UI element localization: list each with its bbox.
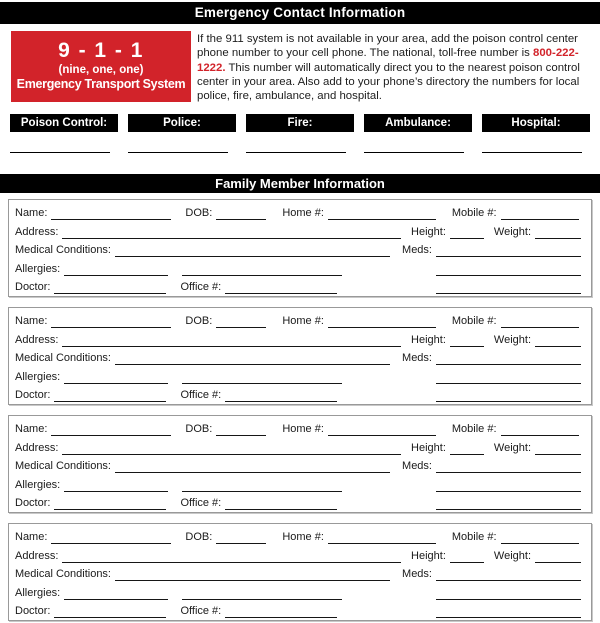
meds-blank-line xyxy=(436,353,581,365)
home-phone-blank-line xyxy=(328,424,436,436)
intro-text-before: If the 911 system is not available in your area, add the poison control center phone number to your cell phone. The national, toll-free number is xyxy=(197,33,578,60)
911-emergency-box xyxy=(11,31,191,102)
weight-blank-line xyxy=(535,551,581,563)
family-member-block xyxy=(8,307,592,405)
address-blank-line xyxy=(62,335,401,347)
height-blank-line xyxy=(450,227,484,239)
contact-label: Police: xyxy=(163,117,201,130)
contact-column xyxy=(128,114,236,153)
contact-label-bar xyxy=(128,114,236,132)
member-row-address xyxy=(15,546,581,565)
dob-blank-line xyxy=(216,424,266,436)
field-label-name: Name: xyxy=(15,423,48,436)
911-phonetic: (nine, one, one) xyxy=(58,64,144,76)
field-label-address: Address: xyxy=(15,441,59,454)
mobile-phone-blank-line xyxy=(501,424,579,436)
top-section xyxy=(0,31,600,103)
name-blank-line xyxy=(51,532,171,544)
field-label-doctor: Doctor: xyxy=(15,281,51,294)
contact-label-bar xyxy=(246,114,354,132)
dob-blank-line xyxy=(216,208,266,220)
poison-control-phone-number: 800-222-1222. xyxy=(197,47,579,74)
contact-label-bar xyxy=(482,114,590,132)
member-row-name xyxy=(15,311,581,330)
meds-blank-line-3 xyxy=(436,606,581,618)
field-label-dob: DOB: xyxy=(185,531,213,544)
field-label-allergies: Allergies: xyxy=(15,586,61,599)
dob-blank-line xyxy=(216,532,266,544)
911-number: 9 - 1 - 1 xyxy=(58,39,144,62)
allergies-blank-line-2 xyxy=(182,264,342,276)
field-label-address: Address: xyxy=(15,549,59,562)
name-blank-line xyxy=(51,208,171,220)
field-label-medical-conditions: Medical Conditions: xyxy=(15,460,111,473)
field-label-meds: Meds: xyxy=(402,352,432,365)
member-row-medical xyxy=(15,241,581,260)
family-section-header xyxy=(0,174,600,193)
member-row-name xyxy=(15,203,581,222)
field-label-address: Address: xyxy=(15,225,59,238)
page-title-text: Emergency Contact Information xyxy=(194,5,406,20)
field-label-allergies: Allergies: xyxy=(15,262,61,275)
member-row-allergies xyxy=(15,259,581,278)
height-blank-line xyxy=(450,443,484,455)
contact-label: Ambulance: xyxy=(385,117,451,130)
contact-blank-line xyxy=(10,152,110,153)
emergency-contacts-row xyxy=(0,114,600,153)
office-phone-blank-line xyxy=(225,282,337,294)
family-member-block xyxy=(8,523,592,621)
field-label-weight: Weight: xyxy=(493,225,531,238)
weight-blank-line xyxy=(535,443,581,455)
page-title xyxy=(0,2,600,24)
field-label-home-phone: Home #: xyxy=(282,531,324,544)
contact-label: Poison Control: xyxy=(20,117,108,130)
home-phone-blank-line xyxy=(328,532,436,544)
member-row-medical xyxy=(15,349,581,368)
allergies-blank-line-2 xyxy=(182,480,342,492)
allergies-blank-line-2 xyxy=(182,372,342,384)
meds-blank-line-3 xyxy=(436,390,581,402)
field-label-home-phone: Home #: xyxy=(282,207,324,220)
member-row-allergies xyxy=(15,475,581,494)
office-phone-blank-line xyxy=(225,390,337,402)
meds-blank-line-2 xyxy=(436,588,581,600)
field-label-home-phone: Home #: xyxy=(282,423,324,436)
mobile-phone-blank-line xyxy=(501,316,579,328)
contact-column xyxy=(246,114,354,153)
allergies-blank-line xyxy=(64,372,168,384)
member-row-address xyxy=(15,438,581,457)
911-system-label: Emergency Transport System xyxy=(16,77,186,91)
field-label-office-phone: Office #: xyxy=(180,497,222,510)
contact-blank-line xyxy=(128,152,228,153)
family-members-list xyxy=(0,199,600,621)
meds-blank-line xyxy=(436,245,581,257)
dob-blank-line xyxy=(216,316,266,328)
allergies-blank-line xyxy=(64,264,168,276)
field-label-doctor: Doctor: xyxy=(15,605,51,618)
field-label-doctor: Doctor: xyxy=(15,389,51,402)
intro-text-after: This number will automatically direct you to the nearest poison control center in your area. Also add to your phone’s directory the numbers for local police, fire, ambulance, and hospital. xyxy=(197,61,580,103)
meds-blank-line-3 xyxy=(436,282,581,294)
field-label-height: Height: xyxy=(411,333,446,346)
meds-blank-line-2 xyxy=(436,480,581,492)
height-blank-line xyxy=(450,551,484,563)
poison-control-paragraph xyxy=(197,31,590,103)
allergies-blank-line-2 xyxy=(182,588,342,600)
contact-blank-line xyxy=(364,152,464,153)
doctor-blank-line xyxy=(54,390,166,402)
doctor-blank-line xyxy=(54,498,166,510)
field-label-allergies: Allergies: xyxy=(15,478,61,491)
field-label-height: Height: xyxy=(411,441,446,454)
address-blank-line xyxy=(62,443,401,455)
home-phone-blank-line xyxy=(328,208,436,220)
member-row-name xyxy=(15,527,581,546)
medical-conditions-blank-line xyxy=(115,461,390,473)
member-row-address xyxy=(15,222,581,241)
member-row-allergies xyxy=(15,583,581,602)
contact-blank-line xyxy=(482,152,582,153)
home-phone-blank-line xyxy=(328,316,436,328)
doctor-blank-line xyxy=(54,282,166,294)
field-label-height: Height: xyxy=(411,549,446,562)
family-member-block xyxy=(8,199,592,297)
field-label-address: Address: xyxy=(15,333,59,346)
medical-conditions-blank-line xyxy=(115,569,390,581)
contact-blank-line xyxy=(246,152,346,153)
address-blank-line xyxy=(62,551,401,563)
field-label-medical-conditions: Medical Conditions: xyxy=(15,352,111,365)
field-label-office-phone: Office #: xyxy=(180,281,222,294)
contact-column xyxy=(10,114,118,153)
field-label-medical-conditions: Medical Conditions: xyxy=(15,568,111,581)
field-label-meds: Meds: xyxy=(402,460,432,473)
field-label-doctor: Doctor: xyxy=(15,497,51,510)
field-label-weight: Weight: xyxy=(493,333,531,346)
field-label-office-phone: Office #: xyxy=(180,389,222,402)
medical-conditions-blank-line xyxy=(115,245,390,257)
weight-blank-line xyxy=(535,335,581,347)
field-label-meds: Meds: xyxy=(402,244,432,257)
contact-column xyxy=(482,114,590,153)
field-label-allergies: Allergies: xyxy=(15,370,61,383)
height-blank-line xyxy=(450,335,484,347)
member-row-doctor xyxy=(15,278,581,297)
member-row-doctor xyxy=(15,494,581,513)
field-label-medical-conditions: Medical Conditions: xyxy=(15,244,111,257)
medical-conditions-blank-line xyxy=(115,353,390,365)
member-row-doctor xyxy=(15,386,581,405)
field-label-meds: Meds: xyxy=(402,568,432,581)
family-section-title: Family Member Information xyxy=(215,176,385,192)
member-row-allergies xyxy=(15,367,581,386)
mobile-phone-blank-line xyxy=(501,532,579,544)
field-label-office-phone: Office #: xyxy=(180,605,222,618)
emergency-contact-form xyxy=(0,2,600,621)
address-blank-line xyxy=(62,227,401,239)
field-label-mobile-phone: Mobile #: xyxy=(451,315,497,328)
member-row-doctor xyxy=(15,602,581,621)
name-blank-line xyxy=(51,316,171,328)
field-label-name: Name: xyxy=(15,315,48,328)
office-phone-blank-line xyxy=(225,498,337,510)
weight-blank-line xyxy=(535,227,581,239)
field-label-weight: Weight: xyxy=(493,441,531,454)
doctor-blank-line xyxy=(54,606,166,618)
contact-label: Hospital: xyxy=(511,117,561,130)
field-label-name: Name: xyxy=(15,207,48,220)
field-label-height: Height: xyxy=(411,225,446,238)
field-label-home-phone: Home #: xyxy=(282,315,324,328)
meds-blank-line xyxy=(436,569,581,581)
meds-blank-line-3 xyxy=(436,498,581,510)
meds-blank-line-2 xyxy=(436,372,581,384)
mobile-phone-blank-line xyxy=(501,208,579,220)
contact-label-bar xyxy=(364,114,472,132)
field-label-mobile-phone: Mobile #: xyxy=(451,531,497,544)
field-label-dob: DOB: xyxy=(185,207,213,220)
contact-label: Fire: xyxy=(287,117,313,130)
meds-blank-line-2 xyxy=(436,264,581,276)
field-label-dob: DOB: xyxy=(185,423,213,436)
allergies-blank-line xyxy=(64,480,168,492)
member-row-medical xyxy=(15,457,581,476)
office-phone-blank-line xyxy=(225,606,337,618)
contact-label-bar xyxy=(10,114,118,132)
member-row-medical xyxy=(15,565,581,584)
member-row-name xyxy=(15,419,581,438)
meds-blank-line xyxy=(436,461,581,473)
allergies-blank-line xyxy=(64,588,168,600)
contact-column xyxy=(364,114,472,153)
field-label-name: Name: xyxy=(15,531,48,544)
member-row-address xyxy=(15,330,581,349)
field-label-dob: DOB: xyxy=(185,315,213,328)
field-label-mobile-phone: Mobile #: xyxy=(451,207,497,220)
family-member-block xyxy=(8,415,592,513)
field-label-mobile-phone: Mobile #: xyxy=(451,423,497,436)
field-label-weight: Weight: xyxy=(493,549,531,562)
name-blank-line xyxy=(51,424,171,436)
